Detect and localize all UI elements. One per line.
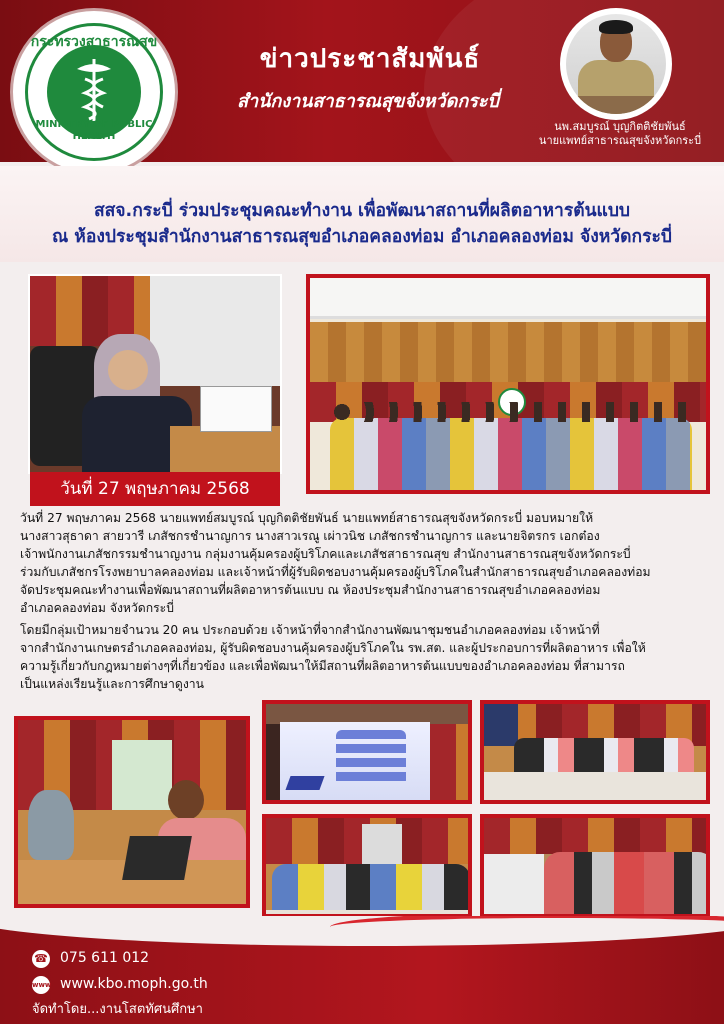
- body-line-10: เป็นแหล่งเรียนรู้และการศึกษาดูงาน: [20, 677, 204, 691]
- person-caption: [520, 120, 720, 148]
- footer-website[interactable]: www.kbo.moph.go.th: [60, 976, 208, 992]
- photo-laptop: [200, 386, 272, 432]
- photo-people: [272, 864, 470, 914]
- photo-curtain: [150, 276, 282, 386]
- photo-table: [484, 772, 710, 804]
- moph-logo: [10, 8, 178, 176]
- footer-credit: จัดทำโดย...งานโสตทัศนศึกษา: [32, 1002, 203, 1017]
- photo-meeting-table: [480, 700, 710, 804]
- photo-wall: [430, 724, 472, 804]
- official-portrait: [560, 8, 672, 120]
- body-line-6: อำเภอคลองท่อม จังหวัดกระบี่: [20, 601, 174, 615]
- headline-line-1: สสจ.กระบี่ ร่วมประชุมคณะทำงาน เพื่อพัฒนาสถานที่ผลิตอาหารต้นแบบ: [93, 201, 631, 221]
- photo-attendees: [514, 738, 694, 774]
- photo-people: [544, 852, 710, 918]
- www-icon: www: [32, 976, 50, 994]
- photo-laptop: [122, 836, 192, 880]
- photo-ceiling: [310, 278, 710, 319]
- logo-text-bottom: MINISTRY OF PUBLIC HEALTH: [35, 119, 153, 142]
- footer: [0, 916, 724, 1024]
- photo-presentation: [262, 700, 472, 804]
- person-name: นพ.สมบูรณ์ บุญกิตติชัยพันธ์: [554, 120, 686, 133]
- photo-group: [306, 274, 710, 494]
- body-line-9: ความรู้เกี่ยวกับกฎหมายต่างๆที่เกี่ยวข้อง และเพื่อพัฒนาให้มีสถานที่ผลิตอาหารต้นแบบของอำเภอคลองท่อม ที่สามารถ: [20, 659, 625, 673]
- portrait-desk: [566, 96, 666, 114]
- footer-phone: 075 611 012: [60, 950, 150, 966]
- photo-wall: [484, 818, 710, 854]
- photo-people: [330, 418, 692, 490]
- body-line-7: โดยมีกลุ่มเป้าหมายจำนวน 20 คน ประกอบด้วย เจ้าหน้าที่จากสำนักงานพัฒนาชุมชนอำเภอคลองท่อม เจ้าหน้าที่: [20, 623, 600, 637]
- headline-panel: [0, 166, 724, 262]
- photo-heads: [330, 402, 692, 422]
- person-title: นายแพทย์สาธารณสุขจังหวัดกระบี่: [538, 134, 702, 147]
- photo-face: [108, 350, 148, 390]
- photo-table: [170, 426, 282, 474]
- photo-curtain: [362, 824, 402, 864]
- body-line-3: เจ้าพนักงานเภสัชกรรมชำนาญงาน กลุ่มงานคุ้มครองผู้บริโภคและเภสัชสาธารณสุข สำนักงานสาธารณสุขจังหวัดกระบี่: [20, 547, 631, 561]
- photo-slide-items: [336, 730, 406, 786]
- photo-screen: [484, 704, 518, 746]
- body-line-5: จัดประชุมคณะทำงานเพื่อพัฒนาสถานที่ผลิตอาหารต้นแบบ ณ ห้องประชุมสำนักงานสาธารณสุขอำเภอคลองท่อม: [20, 583, 601, 597]
- photo-person-left: [28, 790, 74, 860]
- photo-audience: [262, 814, 472, 918]
- page-subtitle: สำนักงานสาธารณสุขจังหวัดกระบี่: [236, 91, 499, 112]
- portrait-hair: [599, 20, 633, 34]
- photo-top: [266, 704, 472, 724]
- phone-icon: ☎: [32, 950, 50, 968]
- photo-meeting-pair: [14, 716, 250, 908]
- photo-slide-mark: [285, 776, 324, 790]
- body-line-8: จากสำนักงานเกษตรอำเภอคลองท่อม, ผู้รับผิดชอบงานคุ้มครองผู้บริโภคใน รพ.สต. และผู้ประกอบการที่ผลิตอาหาร เพื่อให้: [20, 641, 646, 655]
- photo-window: [112, 740, 172, 810]
- body-line-4: ร่วมกับเภสัชกรโรงพยาบาลคลองท่อม และเจ้าหน้าที่ผู้รับผิดชอบงานคุ้มครองผู้บริโภคในสำนักสาธารณสุขอำเภอคลองท่อม: [20, 565, 651, 579]
- body-line-1: วันที่ 27 พฤษภาคม 2568 นายแพทย์สมบูรณ์ บุญกิตติชัยพันธ์ นายแพทย์สาธารณสุขจังหวัดกระบี่ มอบหมายให้: [20, 511, 594, 525]
- date-caption: วันที่ 27 พฤษภาคม 2568: [30, 472, 280, 506]
- headline-line-2: ณ ห้องประชุมสำนักงานสาธารณสุขอำเภอคลองท่อม อำเภอคลองท่อม จังหวัดกระบี่: [51, 227, 672, 247]
- photo-man-head: [168, 780, 204, 820]
- photo-wood-wall: [310, 322, 710, 382]
- photo-participants: [480, 814, 710, 918]
- photo-speaker: [28, 274, 282, 474]
- logo-text-top: กระทรวงสาธารณสุข: [30, 34, 158, 50]
- page-title: ข่าวประชาสัมพันธ์: [259, 44, 481, 74]
- portrait-background: [566, 14, 666, 114]
- body-line-2: นางสาวสุธาดา สายวารี เภสัชกรชำนาญการ นางสาวเรณู เผ่าวนิช เภสัชกรชำนาญการ และนายจิตรกร เอกต๋อง: [20, 529, 600, 543]
- photo-curtain: [484, 854, 544, 918]
- caduceus-icon: [75, 55, 113, 125]
